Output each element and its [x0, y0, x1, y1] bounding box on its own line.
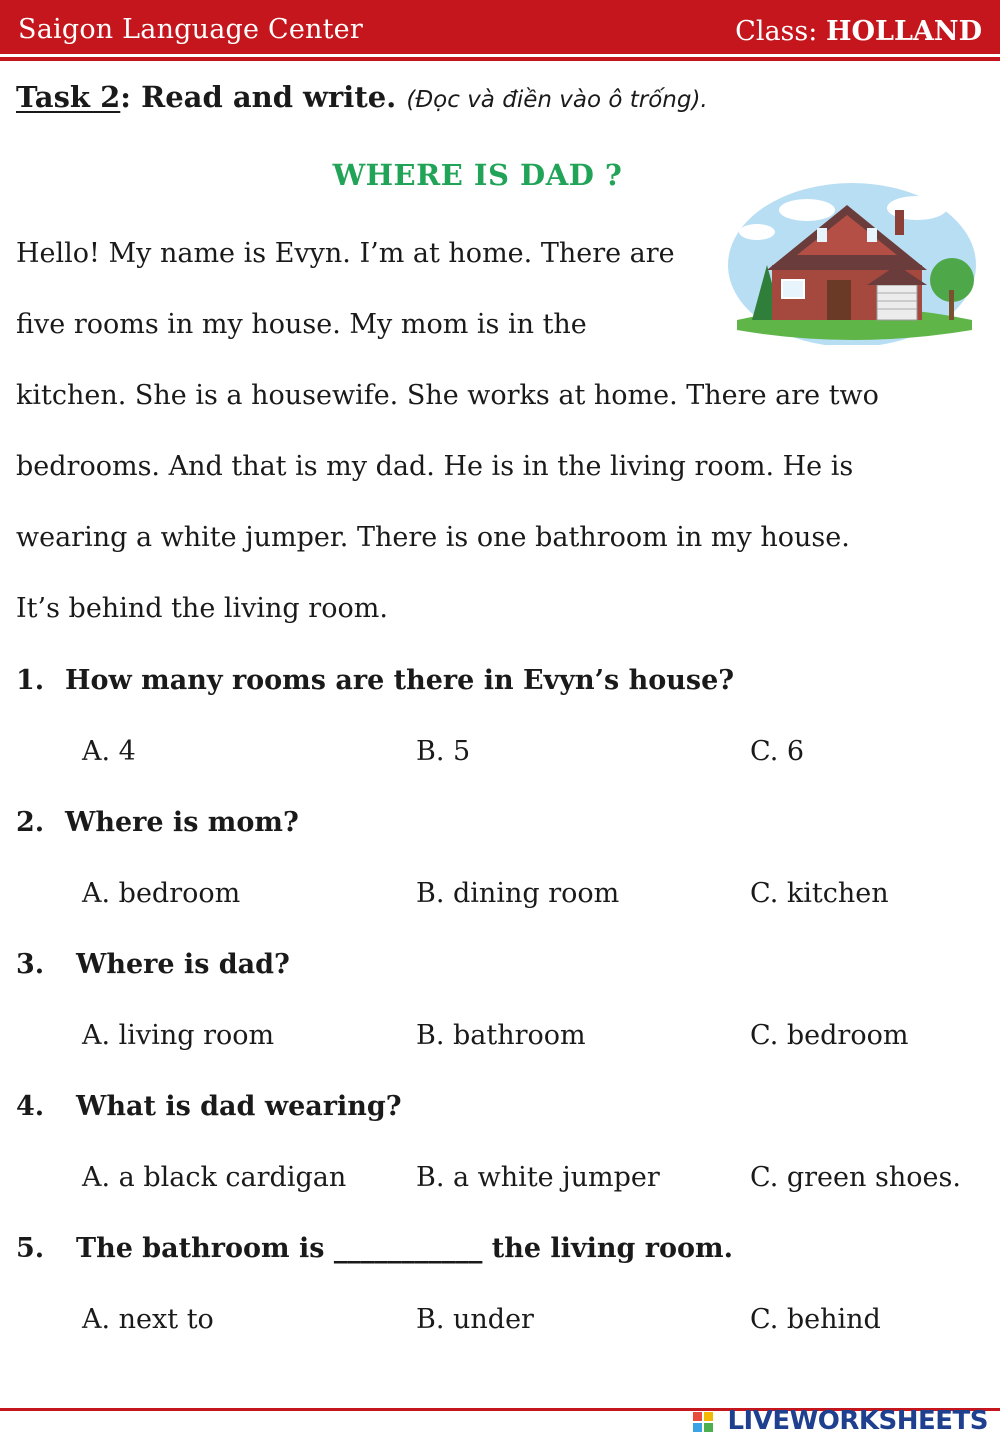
option-c[interactable]: C. bedroom	[750, 1020, 909, 1051]
question-text: What is dad wearing?	[76, 1091, 402, 1122]
question-3	[16, 949, 290, 980]
question-2	[16, 807, 299, 838]
question-text: Where is mom?	[65, 807, 299, 838]
question-5	[16, 1233, 733, 1264]
story-line: It’s behind the living room.	[16, 593, 388, 624]
option-a[interactable]: A. 4	[82, 736, 136, 767]
question-number: 3.	[16, 949, 45, 980]
story-line: five rooms in my house. My mom is in the	[16, 309, 587, 340]
option-c[interactable]: C. behind	[750, 1304, 881, 1335]
class-label	[735, 16, 982, 47]
story-line: wearing a white jumper. There is one bathroom in my house.	[16, 522, 850, 553]
option-a[interactable]: A. a black cardigan	[82, 1162, 347, 1193]
question-number: 5.	[16, 1233, 45, 1264]
option-c[interactable]: C. 6	[750, 736, 805, 767]
question-number: 2.	[16, 807, 45, 838]
task-heading	[16, 80, 708, 114]
story-line: Hello! My name is Evyn. I’m at home. There are	[16, 238, 675, 269]
story-line: bedrooms. And that is my dad. He is in the living room. He is	[16, 451, 854, 482]
option-c[interactable]: C. green shoes.	[750, 1162, 961, 1193]
header-bar	[0, 0, 1000, 54]
story-line: kitchen. She is a housewife. She works at home. There are two	[16, 380, 879, 411]
house-illustration	[727, 170, 977, 345]
center-name: Saigon Language Center	[18, 14, 363, 45]
question-text: How many rooms are there in Evyn’s house?	[65, 665, 735, 696]
option-b[interactable]: B. under	[416, 1304, 534, 1335]
question-4	[16, 1091, 402, 1122]
option-a[interactable]: A. living room	[82, 1020, 275, 1051]
task-instruction: (Đọc và điền vào ô trống).	[406, 87, 708, 113]
question-1	[16, 665, 734, 696]
header-divider	[0, 57, 1000, 61]
task-title: : Read and write.	[120, 80, 397, 114]
option-b[interactable]: B. 5	[416, 736, 471, 767]
option-a[interactable]: A. next to	[82, 1304, 214, 1335]
question-number: 4.	[16, 1091, 45, 1122]
question-text: The bathroom is ___________ the living room.	[76, 1233, 734, 1264]
story-title: WHERE IS DAD ?	[332, 158, 623, 192]
liveworksheets-brand[interactable]: LIVEWORKSHEETS	[727, 1406, 988, 1436]
option-a[interactable]: A. bedroom	[82, 878, 241, 909]
option-c[interactable]: C. kitchen	[750, 878, 889, 909]
question-number: 1.	[16, 665, 45, 696]
option-b[interactable]: B. a white jumper	[416, 1162, 660, 1193]
option-b[interactable]: B. dining room	[416, 878, 620, 909]
option-b[interactable]: B. bathroom	[416, 1020, 586, 1051]
class-name: HOLLAND	[825, 16, 982, 47]
question-text: Where is dad?	[76, 949, 290, 980]
class-label-text: Class:	[735, 16, 818, 47]
task-label: Task 2	[16, 80, 121, 114]
liveworksheets-logo-icon	[692, 1410, 714, 1434]
